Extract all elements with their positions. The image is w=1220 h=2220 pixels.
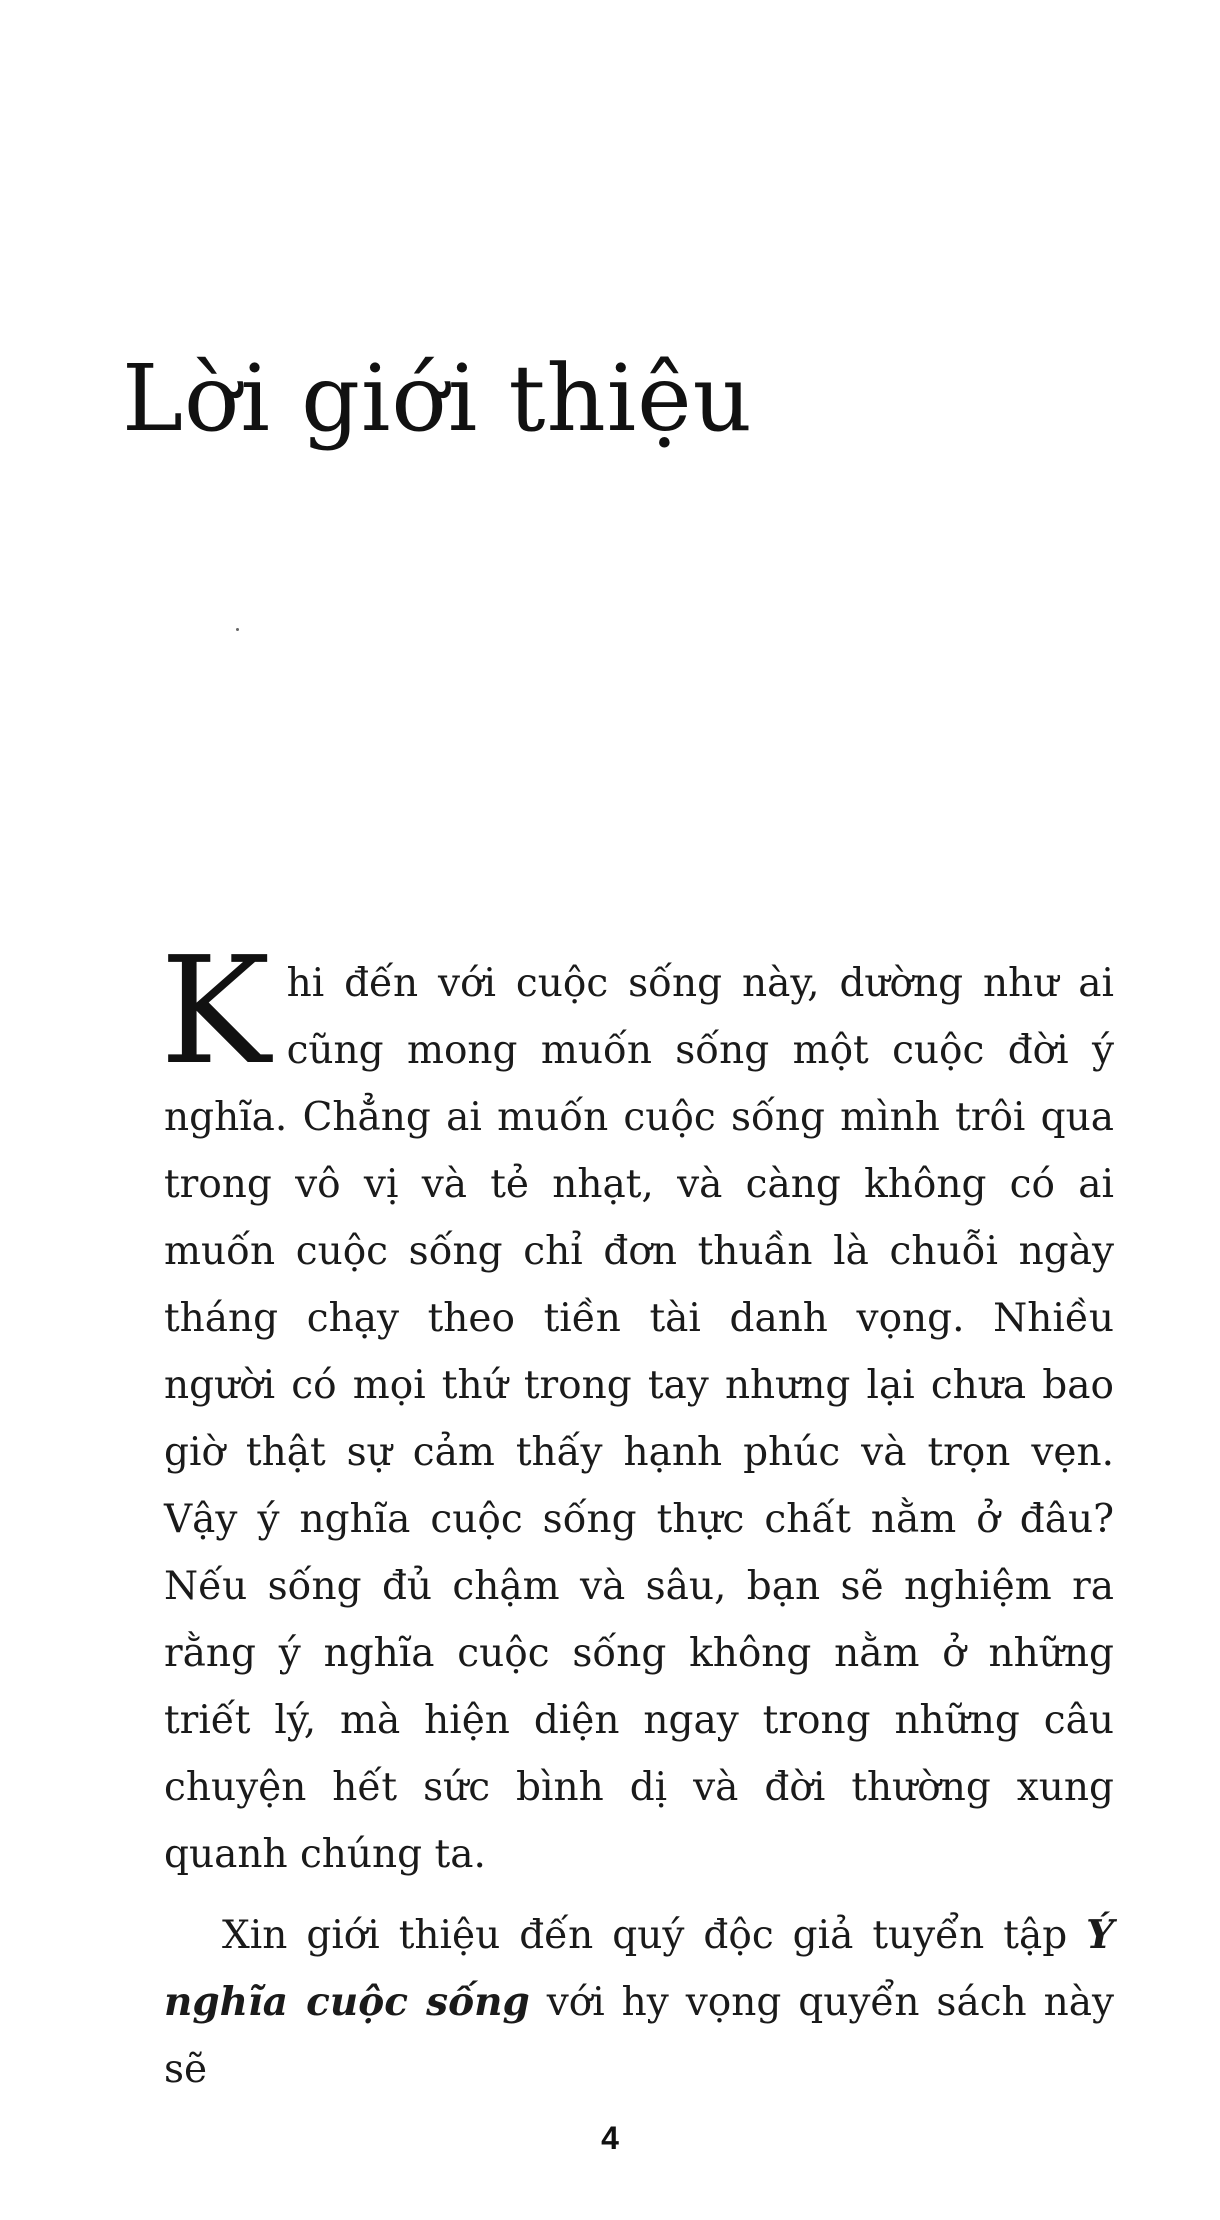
chapter-title: Lời giới thiệu <box>122 345 753 452</box>
paragraph-1 <box>160 925 1114 1888</box>
paragraph-1-text: hi đến với cuộc sống này, dường như ai cũng mong muốn sống một cuộc đời ý nghĩa. Chẳng ai muốn cuộc sống mình trôi qua trong vô vị và tẻ nhạt, và càng không có ai muốn cuộc sống chỉ đơn thuần là chuỗi ngày tháng chạy theo tiền tài danh vọng. Nhiều người có mọi thứ trong tay nhưng lại chưa bao giờ thật sự cảm thấy hạnh phúc và trọn vẹn. Vậy ý nghĩa cuộc sống thực chất nằm ở đâu? Nếu sống đủ chậm và sâu, bạn sẽ nghiệm ra rằng ý nghĩa cuộc sống không nằm ở những triết lý, mà hiện diện ngay trong những câu chuyện hết sức bình dị và đời thường xung quanh chúng ta. <box>164 961 1114 1877</box>
page-number: 4 <box>601 2120 619 2156</box>
paper-speck <box>236 628 239 631</box>
book-title: Ý nghĩa cuộc sống <box>164 1912 1114 2025</box>
paragraph-2 <box>164 1902 1114 2103</box>
paragraph-2-start: Xin giới thiệu đến quý độc giả tuyển tập <box>222 1913 1087 1958</box>
drop-cap: K <box>160 925 271 1097</box>
paragraph-2-end: với hy vọng quyển sách này sẽ <box>164 1980 1114 2092</box>
body-text <box>160 925 1114 2103</box>
